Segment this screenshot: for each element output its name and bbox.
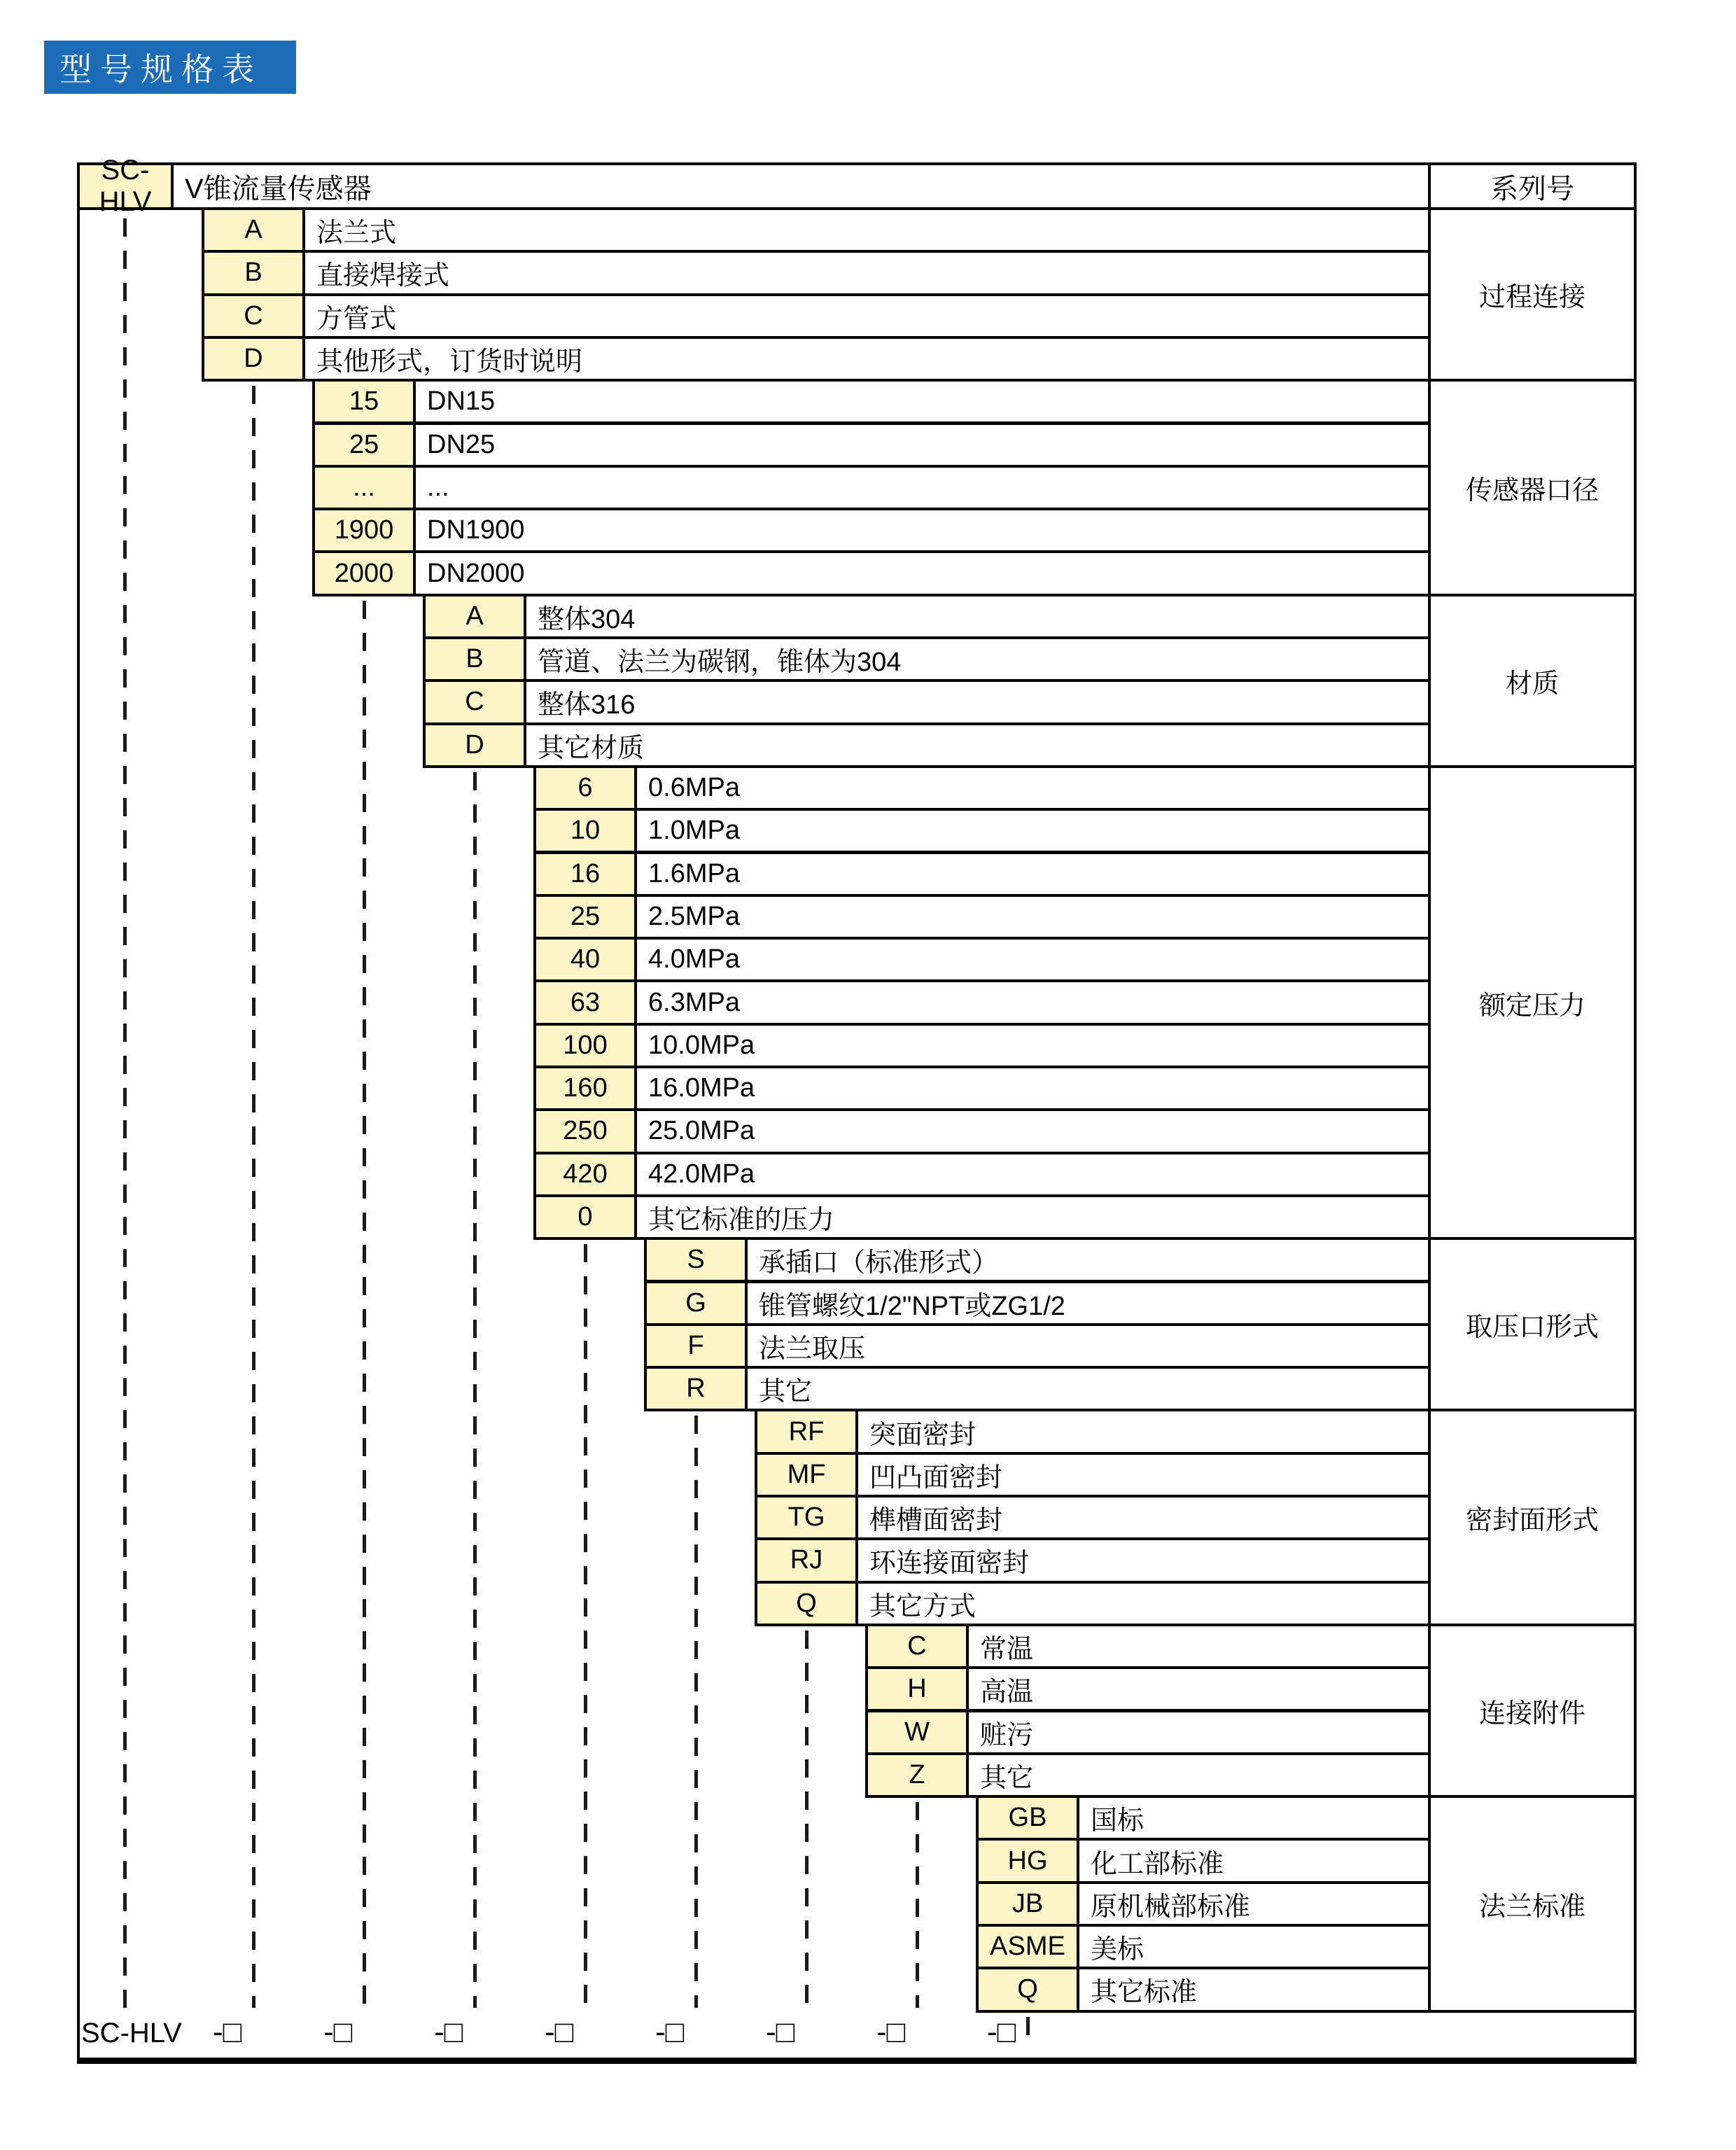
model-code-cell: A: [423, 594, 526, 639]
model-code-cell: Z: [865, 1752, 969, 1798]
model-code-cell: C: [202, 293, 305, 339]
formula-placeholder: -□: [323, 2015, 353, 2049]
model-desc-cell: 凹凸面密封: [855, 1452, 1431, 1498]
model-code-cell: H: [865, 1666, 969, 1712]
formula-placeholder: -□: [766, 2015, 795, 2049]
model-code-cell: 25: [533, 894, 637, 940]
model-desc-cell: 42.0MPa: [634, 1152, 1431, 1197]
model-code-cell: 160: [533, 1066, 637, 1111]
dashed-connector: [363, 601, 366, 2008]
model-code-cell: 10: [533, 808, 637, 853]
model-desc-cell: 其他形式，订货时说明: [302, 336, 1431, 382]
series-header-cell: 系列号: [1428, 162, 1637, 210]
model-desc-cell: 25.0MPa: [634, 1108, 1431, 1154]
model-desc-cell: 方管式: [302, 293, 1431, 339]
model-code-cell: D: [423, 723, 526, 768]
model-prefix-cell: SC-HLV: [77, 162, 174, 210]
dashed-connector: [473, 772, 477, 2008]
model-code-cell: 63: [533, 979, 637, 1025]
model-desc-cell: 整体316: [524, 679, 1431, 725]
model-desc-cell: 原机械部标准: [1077, 1881, 1431, 1927]
formula-placeholder: -□: [213, 2015, 242, 2049]
model-code-cell: C: [865, 1624, 969, 1669]
model-desc-cell: 16.0MPa: [634, 1066, 1431, 1111]
model-code-cell: B: [423, 636, 526, 682]
dashed-connector: [584, 1244, 587, 2008]
model-code-cell: R: [644, 1366, 748, 1411]
model-code-cell: Q: [976, 1967, 1079, 2012]
model-desc-cell: 1.6MPa: [634, 851, 1431, 897]
model-code-cell: RJ: [755, 1537, 858, 1583]
model-desc-cell: DN2000: [413, 550, 1431, 596]
model-code-cell: HG: [976, 1838, 1079, 1883]
model-desc-cell: 整体304: [524, 594, 1431, 639]
model-code-cell: A: [202, 207, 305, 253]
formula-placeholder: -□: [876, 2015, 906, 2049]
model-code-cell: W: [865, 1710, 969, 1755]
model-code-cell: JB: [976, 1881, 1079, 1927]
model-code-cell: 1900: [312, 508, 416, 553]
model-desc-cell: 法兰取压: [745, 1323, 1431, 1369]
model-code-cell: 100: [533, 1023, 637, 1068]
model-code-cell: 25: [312, 422, 416, 468]
model-desc-cell: 其它: [966, 1752, 1431, 1798]
model-desc-cell: 10.0MPa: [634, 1023, 1431, 1068]
dashed-connector: [916, 1802, 919, 2008]
model-desc-cell: ...: [413, 465, 1431, 510]
model-desc-cell: DN15: [413, 379, 1431, 424]
model-desc-cell: 0.6MPa: [634, 765, 1431, 811]
formula-placeholder: -□: [434, 2015, 463, 2049]
model-desc-cell: 赃污: [966, 1710, 1431, 1755]
model-desc-cell: 1.0MPa: [634, 808, 1431, 853]
model-code-cell: 16: [533, 851, 637, 897]
series-group-label: 额定压力: [1428, 765, 1637, 1240]
model-code-cell: F: [644, 1323, 748, 1369]
model-desc-cell: DN1900: [413, 508, 1431, 553]
product-name-cell: V锥流量传感器: [171, 162, 1431, 210]
model-desc-cell: 其它方式: [855, 1581, 1431, 1626]
model-desc-cell: 2.5MPa: [634, 894, 1431, 940]
formula-model-label: SC-HLV: [81, 2017, 182, 2048]
model-desc-cell: 其它标准: [1077, 1967, 1431, 2012]
series-group-label: 材质: [1428, 594, 1637, 768]
series-group-label: 过程连接: [1428, 207, 1637, 382]
model-code-cell: 40: [533, 937, 637, 982]
model-code-cell: G: [644, 1280, 748, 1326]
model-code-cell: ...: [312, 465, 416, 510]
model-desc-cell: 化工部标准: [1077, 1838, 1431, 1883]
formula-placeholder: -□: [545, 2015, 574, 2049]
dashed-connector: [805, 1631, 808, 2008]
series-group-label: 取压口形式: [1428, 1237, 1637, 1411]
model-desc-cell: 直接焊接式: [302, 250, 1431, 295]
model-code-cell: C: [423, 679, 526, 725]
series-group-label: 连接附件: [1428, 1624, 1637, 1798]
series-group-label: 密封面形式: [1428, 1409, 1637, 1626]
model-desc-cell: 榫槽面密封: [855, 1495, 1431, 1540]
model-desc-cell: 其它: [745, 1366, 1431, 1411]
model-code-cell: MF: [755, 1452, 858, 1498]
model-desc-cell: 其它标准的压力: [634, 1194, 1431, 1240]
model-code-cell: 15: [312, 379, 416, 424]
dashed-connector: [252, 386, 255, 2008]
dashed-connector: [694, 1416, 698, 2008]
model-code-cell: GB: [976, 1795, 1079, 1841]
model-code-cell: RF: [755, 1409, 858, 1454]
model-code-cell: 6: [533, 765, 637, 811]
formula-placeholder: -□: [655, 2015, 685, 2049]
model-code-cell: ASME: [976, 1924, 1079, 1969]
model-desc-cell: 法兰式: [302, 207, 1431, 253]
dashed-connector: [123, 218, 127, 2008]
model-desc-cell: 常温: [966, 1624, 1431, 1669]
model-code-cell: S: [644, 1237, 748, 1283]
model-code-cell: B: [202, 250, 305, 295]
series-group-label: 传感器口径: [1428, 379, 1637, 596]
model-code-cell: 250: [533, 1108, 637, 1154]
model-desc-cell: 突面密封: [855, 1409, 1431, 1454]
model-desc-cell: 承插口（标准形式）: [745, 1237, 1431, 1283]
model-desc-cell: DN25: [413, 422, 1431, 468]
model-desc-cell: 锥管螺纹1/2"NPT或ZG1/2: [745, 1280, 1431, 1326]
model-desc-cell: 环连接面密封: [855, 1537, 1431, 1583]
model-desc-cell: 美标: [1077, 1924, 1431, 1969]
formula-placeholder: -□: [987, 2015, 1016, 2049]
model-desc-cell: 国标: [1077, 1795, 1431, 1841]
model-code-cell: 0: [533, 1194, 637, 1240]
page-title: 型号规格表: [44, 41, 296, 94]
model-desc-cell: 其它材质: [524, 723, 1431, 768]
model-desc-cell: 4.0MPa: [634, 937, 1431, 982]
model-code-cell: D: [202, 336, 305, 382]
model-desc-cell: 管道、法兰为碳钢，锥体为304: [524, 636, 1431, 682]
model-code-cell: 2000: [312, 550, 416, 596]
model-desc-cell: 6.3MPa: [634, 979, 1431, 1025]
model-code-cell: Q: [755, 1581, 858, 1626]
series-group-label: 法兰标准: [1428, 1795, 1637, 2013]
model-code-cell: 420: [533, 1152, 637, 1197]
model-desc-cell: 高温: [966, 1666, 1431, 1712]
model-code-cell: TG: [755, 1495, 858, 1540]
